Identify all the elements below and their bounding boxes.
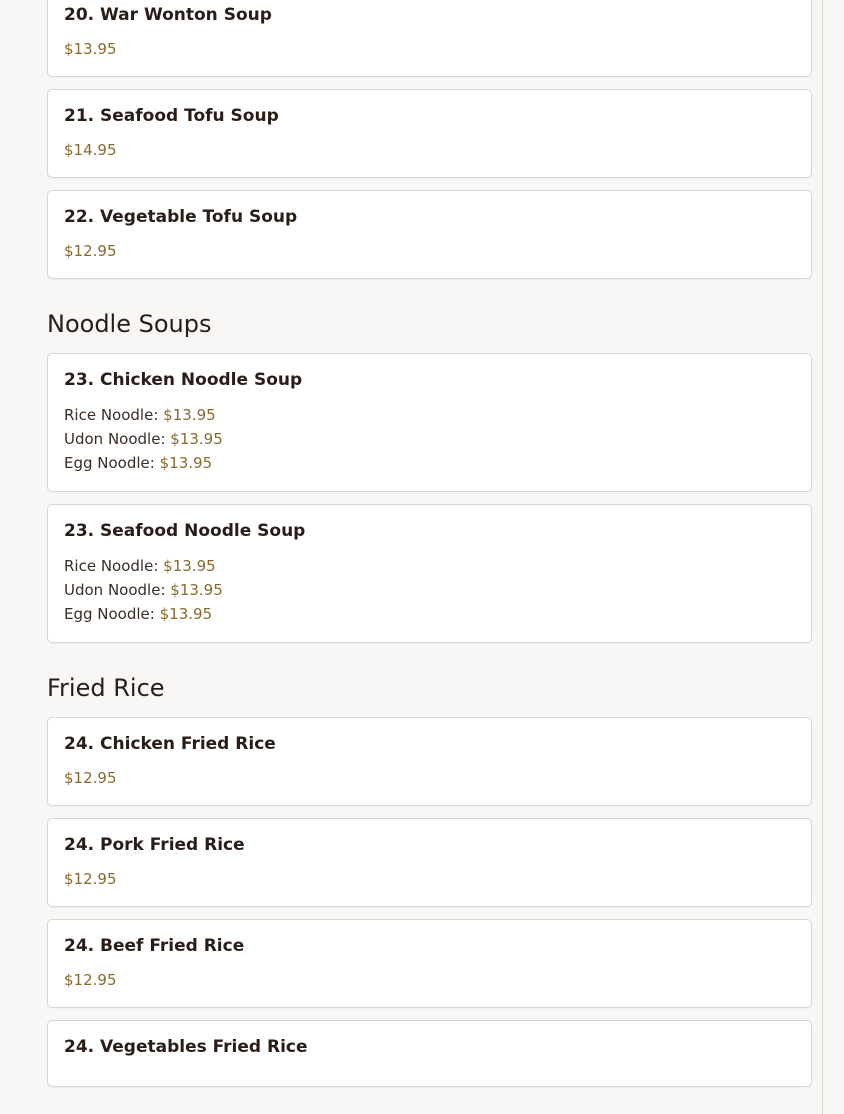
menu-item-option xyxy=(64,554,795,578)
menu-item-name: 21. Seafood Tofu Soup xyxy=(64,106,279,126)
menu-item-card[interactable] xyxy=(47,919,812,1008)
menu-item-card[interactable] xyxy=(47,1020,812,1087)
menu-item-option xyxy=(64,451,795,475)
menu-item-option xyxy=(64,427,795,451)
menu-item-option xyxy=(64,602,795,626)
option-price: $13.95 xyxy=(163,406,216,424)
menu-item-name: 24. Beef Fried Rice xyxy=(64,936,245,956)
section-title-noodle-soups: Noodle Soups xyxy=(47,310,212,338)
menu-item-card[interactable] xyxy=(47,89,812,178)
menu-item-price: $12.95 xyxy=(64,971,117,989)
option-price: $13.95 xyxy=(170,430,223,448)
option-price: $13.95 xyxy=(170,581,223,599)
menu-item-name: 24. Vegetables Fried Rice xyxy=(64,1037,308,1057)
menu-item-name: 22. Vegetable Tofu Soup xyxy=(64,207,298,227)
option-label: Egg Noodle: xyxy=(64,605,155,623)
page-right-divider xyxy=(822,0,823,1114)
option-label: Rice Noodle: xyxy=(64,406,159,424)
menu-item-card[interactable] xyxy=(47,717,812,806)
menu-item-card[interactable] xyxy=(47,504,812,643)
menu-item-option xyxy=(64,578,795,602)
menu-item-card[interactable] xyxy=(47,0,812,77)
menu-item-price: $14.95 xyxy=(64,141,117,159)
menu-item-name: 20. War Wonton Soup xyxy=(64,5,272,25)
menu-item-card[interactable] xyxy=(47,353,812,492)
option-label: Udon Noodle: xyxy=(64,581,166,599)
menu-item-price: $12.95 xyxy=(64,242,117,260)
option-price: $13.95 xyxy=(159,605,213,623)
option-label: Egg Noodle: xyxy=(64,454,155,472)
option-price: $13.95 xyxy=(159,454,213,472)
menu-item-card[interactable] xyxy=(47,818,812,907)
section-title-fried-rice: Fried Rice xyxy=(47,674,165,702)
menu-item-name: 23. Seafood Noodle Soup xyxy=(64,521,306,541)
menu-list xyxy=(47,0,812,1099)
menu-item-price: $12.95 xyxy=(64,870,117,888)
menu-item-name: 23. Chicken Noodle Soup xyxy=(64,370,303,390)
option-label: Udon Noodle: xyxy=(64,430,166,448)
option-label: Rice Noodle: xyxy=(64,557,159,575)
menu-item-option xyxy=(64,403,795,427)
menu-item-name: 24. Chicken Fried Rice xyxy=(64,734,276,754)
menu-item-card[interactable] xyxy=(47,190,812,279)
option-price: $13.95 xyxy=(163,557,216,575)
menu-item-name: 24. Pork Fried Rice xyxy=(64,835,245,855)
menu-item-price: $12.95 xyxy=(64,769,117,787)
menu-item-price: $13.95 xyxy=(64,40,117,58)
